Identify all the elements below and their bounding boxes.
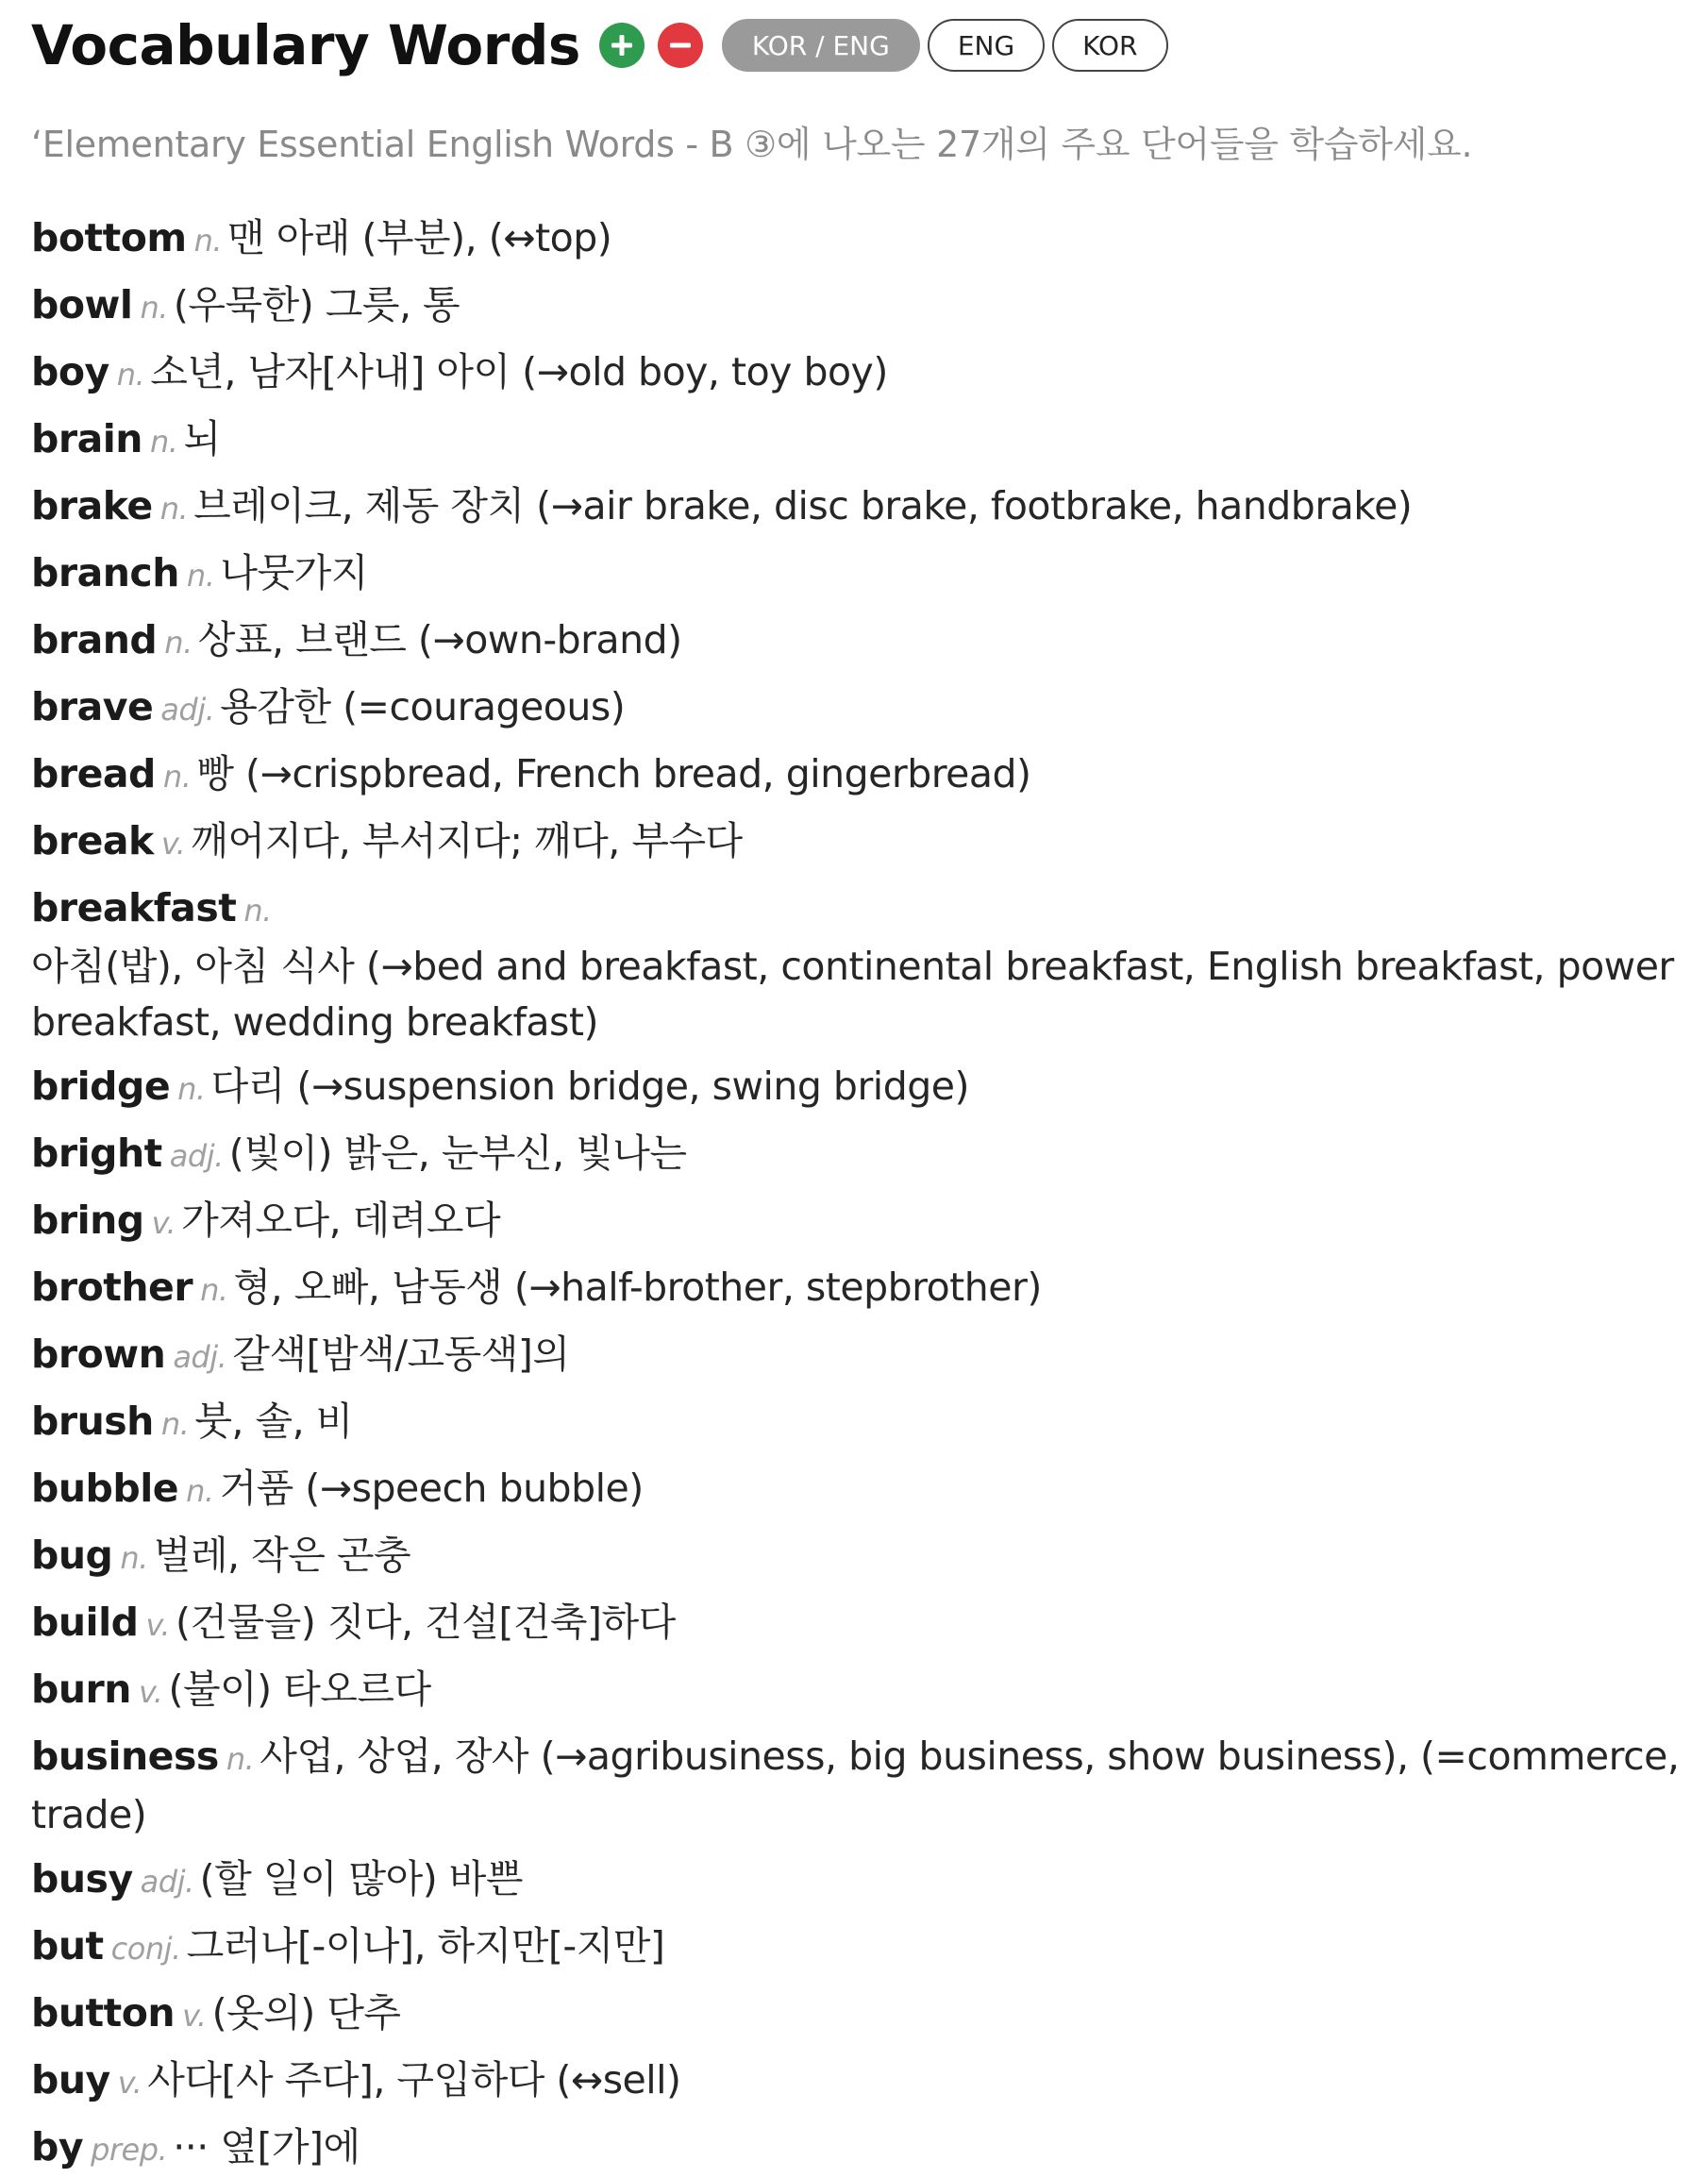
word-term: boy <box>31 349 109 394</box>
word-term: build <box>31 1600 139 1645</box>
word-term: brake <box>31 483 153 528</box>
list-item <box>31 210 1692 269</box>
part-of-speech: v. <box>151 1205 176 1241</box>
word-definition: 소년, 남자[사내] 아이 (→old boy, toy boy) <box>150 349 888 394</box>
word-term: busy <box>31 1856 133 1902</box>
word-term: but <box>31 1923 104 1969</box>
minus-circle-icon <box>668 33 693 58</box>
list-item <box>31 612 1692 671</box>
list-item <box>31 1662 1692 1720</box>
word-term: bridge <box>31 1064 171 1109</box>
word-definition: 거품 (→speech bubble) <box>219 1466 644 1511</box>
list-item <box>31 411 1692 470</box>
word-term: burn <box>31 1667 131 1712</box>
word-definition: 가져오다, 데려오다 <box>181 1198 501 1243</box>
list-item <box>31 1729 1692 1843</box>
word-term: brother <box>31 1265 193 1310</box>
list-item <box>31 1985 1692 2044</box>
word-term: brave <box>31 684 154 729</box>
word-term: bowl <box>31 282 133 327</box>
word-definition: 아침(밥), 아침 식사 (→bed and breakfast, continental breakfast, English breakfast, power breakfast, wedding breakfast) <box>31 944 1674 1045</box>
word-definition: (우묵한) 그릇, 통 <box>173 282 460 327</box>
word-definition: 빵 (→crispbread, French bread, gingerbread) <box>196 751 1031 796</box>
word-term: brown <box>31 1332 166 1377</box>
list-item <box>31 1327 1692 1385</box>
list-item <box>31 1851 1692 1910</box>
word-term: bug <box>31 1533 113 1578</box>
word-term: break <box>31 818 154 863</box>
word-definition: 벌레, 작은 곤충 <box>153 1533 411 1578</box>
part-of-speech: adj. <box>169 1138 224 1174</box>
part-of-speech: v. <box>117 2065 142 2101</box>
word-definition: 나뭇가지 <box>220 550 368 595</box>
page-title: Vocabulary Words <box>31 13 580 77</box>
word-definition: (옷의) 단추 <box>211 1990 401 2036</box>
word-definition: 붓, 솔, 비 <box>194 1399 353 1444</box>
word-definition: (할 일이 많아) 바쁜 <box>199 1856 523 1902</box>
part-of-speech: n. <box>226 1741 255 1777</box>
word-term: by <box>31 2124 84 2170</box>
word-definition: (빛이) 밝은, 눈부신, 빛나는 <box>228 1131 687 1176</box>
part-of-speech: n. <box>120 1540 148 1576</box>
word-term: branch <box>31 550 179 595</box>
part-of-speech: conj. <box>110 1931 181 1967</box>
word-definition: 브레이크, 제동 장치 (→air brake, disc brake, footbrake, handbrake) <box>193 483 1413 528</box>
list-item <box>31 1461 1692 1519</box>
part-of-speech: n. <box>177 1071 206 1107</box>
word-definition: 그러나[-이나], 하지만[-지만] <box>186 1923 665 1969</box>
word-definition: 깨어지다, 부서지다; 깨다, 부수다 <box>191 818 743 863</box>
list-item <box>31 880 1692 1050</box>
list-item <box>31 1059 1692 1117</box>
word-term: bubble <box>31 1466 179 1511</box>
part-of-speech: v. <box>182 1998 207 2034</box>
list-item <box>31 813 1692 872</box>
word-term: button <box>31 1990 176 2036</box>
mode-kor-button[interactable]: KOR <box>1052 19 1167 72</box>
list-item <box>31 746 1692 805</box>
plus-circle-icon <box>610 33 634 58</box>
mode-kor-eng-button[interactable]: KOR / ENG <box>722 19 920 72</box>
part-of-speech: n. <box>200 1272 228 1308</box>
word-term: brain <box>31 416 142 461</box>
list-item <box>31 478 1692 537</box>
list-item <box>31 1126 1692 1184</box>
part-of-speech: adj. <box>140 1864 194 1900</box>
list-item <box>31 344 1692 403</box>
part-of-speech: n. <box>164 625 193 661</box>
word-definition: ··· 옆[가]에 <box>173 2124 360 2170</box>
part-of-speech: n. <box>159 491 189 527</box>
word-definition: 다리 (→suspension bridge, swing bridge) <box>210 1064 969 1109</box>
part-of-speech: n. <box>116 357 145 393</box>
part-of-speech: n. <box>186 558 215 594</box>
word-term: brand <box>31 617 158 662</box>
word-definition: 뇌 <box>183 416 221 461</box>
part-of-speech: n. <box>193 223 223 259</box>
word-definition: (건물을) 짓다, 건설[건축]하다 <box>176 1600 676 1645</box>
list-item <box>31 1394 1692 1452</box>
add-word-button[interactable] <box>599 23 645 68</box>
part-of-speech: adj. <box>160 692 215 728</box>
list-item <box>31 1528 1692 1586</box>
word-definition: 형, 오빠, 남동생 (→half-brother, stepbrother) <box>233 1265 1042 1310</box>
word-definition: 갈색[밤색/고동색]의 <box>232 1332 570 1377</box>
word-term: breakfast <box>31 885 237 930</box>
part-of-speech: v. <box>145 1607 170 1643</box>
word-term: business <box>31 1734 219 1779</box>
word-term: bottom <box>31 215 187 260</box>
part-of-speech: n. <box>160 1406 190 1442</box>
remove-word-button[interactable] <box>658 23 703 68</box>
word-list <box>31 210 1692 2178</box>
word-term: bright <box>31 1131 162 1176</box>
header <box>31 4 1708 87</box>
word-term: brush <box>31 1399 154 1444</box>
part-of-speech: n. <box>186 1473 214 1509</box>
mode-eng-button[interactable]: ENG <box>928 19 1045 72</box>
word-term: buy <box>31 2057 110 2103</box>
part-of-speech: v. <box>138 1674 163 1710</box>
list-item <box>31 2119 1692 2178</box>
list-item <box>31 1595 1692 1653</box>
page-subtitle: ‘Elementary Essential English Words - B ③에 나오는 27개의 주요 단어들을 학습하세요. <box>31 124 1473 165</box>
word-definition: (불이) 타오르다 <box>168 1667 431 1712</box>
list-item <box>31 277 1692 336</box>
list-item <box>31 545 1692 604</box>
word-term: bring <box>31 1198 144 1243</box>
part-of-speech: v. <box>160 826 186 862</box>
word-definition: 상표, 브랜드 (→own-brand) <box>197 617 682 662</box>
list-item <box>31 679 1692 738</box>
part-of-speech: prep. <box>91 2132 168 2168</box>
word-term: bread <box>31 751 156 796</box>
part-of-speech: n. <box>140 290 168 326</box>
list-item <box>31 1193 1692 1251</box>
list-item <box>31 1918 1692 1977</box>
part-of-speech: n. <box>243 893 272 929</box>
word-definition: 사다[사 주다], 구입하다 (↔sell) <box>147 2057 681 2103</box>
part-of-speech: n. <box>149 424 178 460</box>
word-definition: 맨 아래 (부분), (↔top) <box>227 215 612 260</box>
list-item <box>31 1260 1692 1318</box>
part-of-speech: adj. <box>173 1339 227 1375</box>
word-definition: 용감한 (=courageous) <box>220 684 626 729</box>
word-definition: 사업, 상업, 장사 (→agribusiness, big business, show business), (=commerce, trade) <box>31 1734 1680 1837</box>
part-of-speech: n. <box>162 759 192 795</box>
